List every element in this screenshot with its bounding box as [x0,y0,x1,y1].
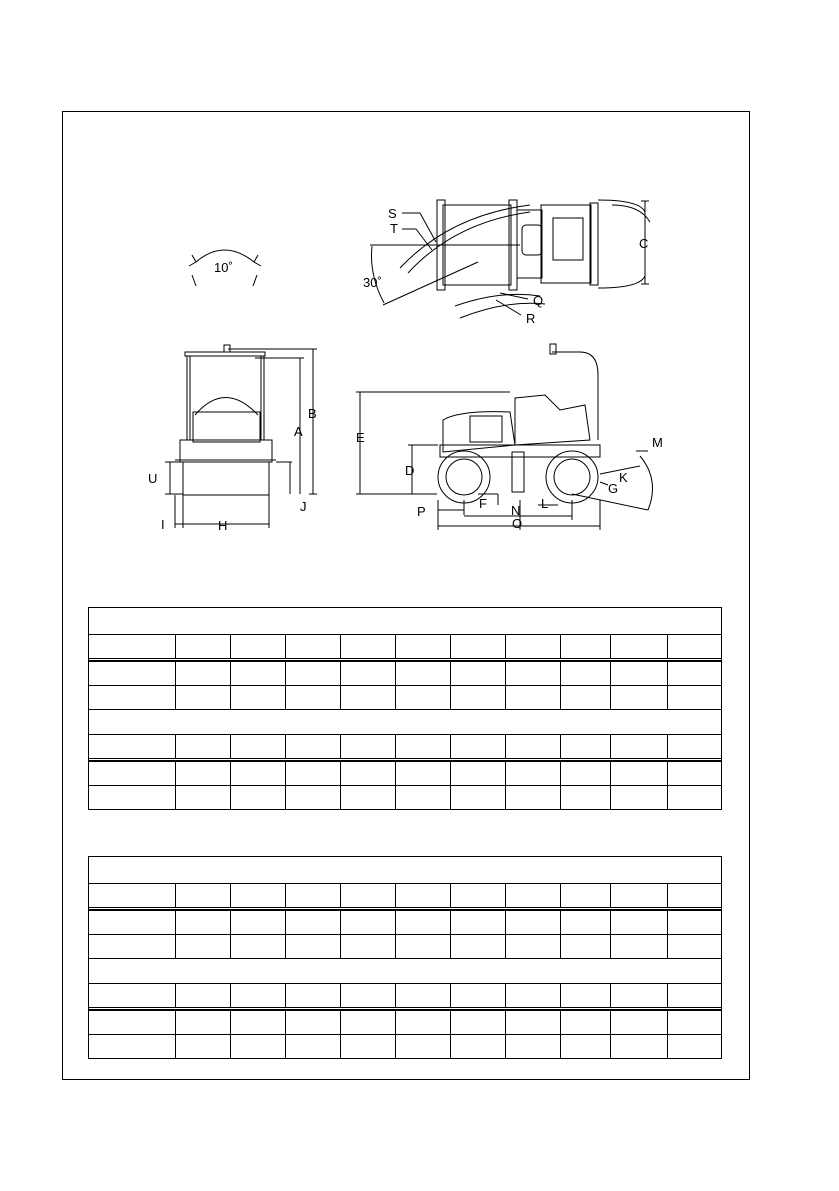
dim-label-d: D [405,463,415,478]
table-cell [231,786,286,809]
table-cell [396,786,451,809]
table-cell [561,786,611,809]
dim-label-t: T [390,221,398,236]
table-cell [611,686,668,709]
table-cell [176,786,231,809]
dim-label-r: R [526,311,536,326]
header-cell [506,984,561,1007]
steer-angle-label: 30˚ [363,275,382,290]
table-row [89,1034,721,1058]
table-cell [668,935,723,958]
table-cell [396,1035,451,1058]
table-cell [561,935,611,958]
side-view [356,344,653,530]
table-cell [286,935,341,958]
table-subtitle [89,709,721,735]
table-cell [176,911,231,934]
header-cell [286,884,341,907]
table-cell [286,1011,341,1034]
header-cell [396,635,451,658]
table-cell [89,1011,176,1034]
table-cell [396,1011,451,1034]
header-cell [341,635,396,658]
table-cell [451,911,506,934]
header-cell [286,635,341,658]
header-cell [396,884,451,907]
table-row [89,685,721,709]
table-cell [89,786,176,809]
table-cell [341,1011,396,1034]
table-cell [668,686,723,709]
header-cell [176,984,231,1007]
header-cell [611,984,668,1007]
header-cell [611,884,668,907]
table-cell [451,1011,506,1034]
dim-label-b: B [308,406,317,421]
header-cell [561,635,611,658]
table-cell [89,911,176,934]
table-cell [396,935,451,958]
table-row [89,910,721,934]
dim-label-p: P [417,504,426,519]
dim-label-f: F [479,496,487,511]
table-cell [611,786,668,809]
dim-label-n: N [511,503,521,518]
table-cell [451,935,506,958]
table-cell [668,1035,723,1058]
header-cell [286,984,341,1007]
spec-table-2 [88,856,722,1059]
table-cell [341,762,396,785]
header-cell [611,735,668,758]
header-cell [561,984,611,1007]
header-cell [668,984,723,1007]
header-cell [89,984,176,1007]
table-title [89,608,721,635]
table-cell [341,935,396,958]
table-header-row [89,884,721,910]
table-cell [231,1011,286,1034]
top-view [370,200,650,318]
table-header-row [89,735,721,761]
table-cell [396,686,451,709]
table-subtitle [89,958,721,984]
dim-label-l: L [541,496,549,511]
header-cell [176,884,231,907]
header-cell [89,884,176,907]
header-cell [89,635,176,658]
table-cell [286,786,341,809]
table-cell [668,762,723,785]
rotation-angle-label: 10˚ [214,260,233,275]
dim-label-i: I [161,517,165,532]
header-cell [451,635,506,658]
table-cell [341,786,396,809]
dim-label-q: Q [533,293,544,308]
table-cell [231,1035,286,1058]
header-cell [506,884,561,907]
table-cell [286,686,341,709]
table-cell [176,762,231,785]
table-cell [89,686,176,709]
table-cell [561,662,611,685]
header-cell [451,984,506,1007]
table-cell [89,935,176,958]
table-cell [176,935,231,958]
header-cell [89,735,176,758]
table-cell [561,1035,611,1058]
table-cell [231,935,286,958]
table-cell [611,935,668,958]
header-cell [231,635,286,658]
table-cell [611,662,668,685]
dim-label-j: J [300,499,307,514]
table-cell [561,686,611,709]
table-row [89,785,721,809]
table-cell [286,662,341,685]
table-cell [506,686,561,709]
header-cell [668,735,723,758]
header-cell [451,884,506,907]
table-cell [668,1011,723,1034]
header-cell [286,735,341,758]
table-cell [451,686,506,709]
header-cell [231,984,286,1007]
table-cell [611,911,668,934]
table-cell [396,911,451,934]
table-cell [396,762,451,785]
table-cell [561,762,611,785]
table-cell [506,911,561,934]
table-cell [561,1011,611,1034]
table-cell [396,662,451,685]
dim-label-u: U [148,471,158,486]
table-cell [506,662,561,685]
header-cell [561,735,611,758]
table-cell [506,1035,561,1058]
table-cell [611,1011,668,1034]
table-row [89,661,721,685]
table-cell [341,911,396,934]
header-cell [396,735,451,758]
header-cell [668,884,723,907]
table-cell [286,1035,341,1058]
dim-label-h: H [218,518,228,533]
header-cell [668,635,723,658]
header-cell [231,884,286,907]
table-cell [89,662,176,685]
spec-table-1 [88,607,722,810]
header-cell [176,635,231,658]
table-cell [506,762,561,785]
dim-label-s: S [388,206,397,221]
table-cell [341,686,396,709]
table-cell [506,1011,561,1034]
table-cell [451,762,506,785]
table-cell [341,662,396,685]
table-cell [89,762,176,785]
header-cell [176,735,231,758]
table-cell [668,911,723,934]
table-cell [611,1035,668,1058]
table-cell [286,911,341,934]
table-cell [341,1035,396,1058]
header-cell [341,984,396,1007]
table-cell [231,762,286,785]
table-cell [451,662,506,685]
table-cell [451,1035,506,1058]
table-row [89,1010,721,1034]
table-cell [668,786,723,809]
header-cell [341,884,396,907]
table-title [89,857,721,884]
dim-label-c: C [639,236,649,251]
table-header-row [89,635,721,661]
table-cell [506,935,561,958]
table-cell [176,1035,231,1058]
table-cell [506,786,561,809]
dim-label-m: M [652,435,663,450]
header-cell [451,735,506,758]
table-cell [176,1011,231,1034]
dim-label-a: A [294,424,303,439]
table-cell [286,762,341,785]
header-cell [506,735,561,758]
table-header-row [89,984,721,1010]
header-cell [396,984,451,1007]
header-cell [611,635,668,658]
table-cell [231,686,286,709]
header-cell [341,735,396,758]
table-cell [231,662,286,685]
table-cell [231,911,286,934]
table-row [89,934,721,958]
table-cell [451,786,506,809]
table-cell [561,911,611,934]
dim-label-k: K [619,470,628,485]
table-cell [611,762,668,785]
table-cell [668,662,723,685]
header-cell [231,735,286,758]
header-cell [561,884,611,907]
table-row [89,761,721,785]
header-cell [506,635,561,658]
dim-label-e: E [356,430,365,445]
dim-label-o: O [512,516,523,531]
table-cell [176,686,231,709]
dim-label-g: G [608,481,619,496]
table-cell [176,662,231,685]
table-cell [89,1035,176,1058]
